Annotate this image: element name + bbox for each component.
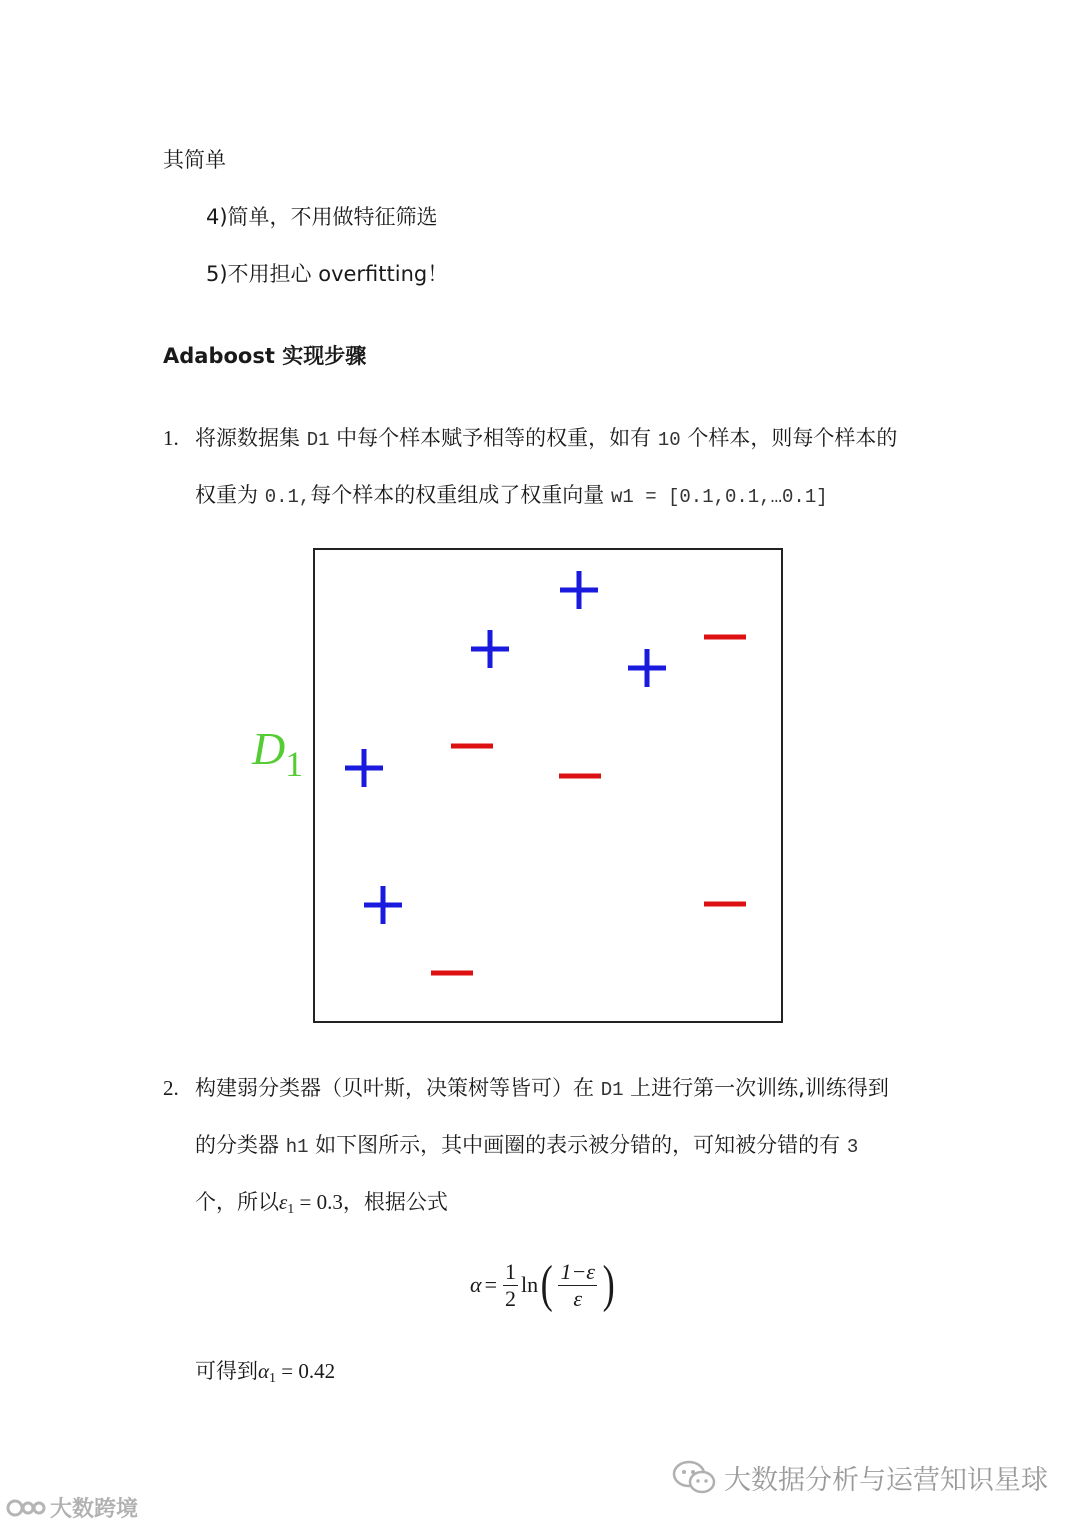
- step2-number: 2.: [163, 1076, 179, 1100]
- step2-b4: 3: [846, 1136, 859, 1158]
- text-line-1: 其简单: [163, 148, 226, 172]
- formula-equals: =: [484, 1272, 497, 1297]
- brand-logo-icon: [6, 1496, 46, 1520]
- formula-alpha: α: [470, 1272, 482, 1297]
- step1-line-2: [195, 480, 828, 512]
- epsilon-expression: [279, 1190, 343, 1217]
- dataset-label-d: D: [252, 723, 286, 774]
- step2-b1: 的分类器: [195, 1133, 286, 1157]
- step1-a3: 中每个样本赋予相等的权重，如有: [329, 426, 658, 450]
- plus-sample: [628, 649, 666, 687]
- wechat-text: 大数据分析与运营知识星球: [724, 1465, 1048, 1496]
- step2-a3: 上进行第一次训练,训练得到: [623, 1076, 889, 1100]
- text-line-2: 4)简单，不用做特征筛选: [206, 205, 438, 229]
- result-line: [195, 1356, 335, 1394]
- formula-lparen: (: [540, 1256, 553, 1313]
- step1-number: 1.: [163, 426, 179, 450]
- step1-a5: 个样本，则每个样本的: [680, 426, 898, 450]
- step1-a4: 10: [657, 429, 681, 451]
- formula-inner-num: 1−ε: [560, 1258, 595, 1284]
- plus-sample: [364, 886, 402, 924]
- step2-a1: 构建弱分类器（贝叶斯，决策树等皆可）在: [195, 1076, 601, 1100]
- epsilon-subscript: 1: [287, 1202, 295, 1217]
- formula-ln: ln: [520, 1272, 539, 1297]
- plus-sample: [471, 630, 509, 668]
- formula-half-den: 2: [504, 1285, 516, 1311]
- epsilon-value: = 0.3: [294, 1190, 343, 1214]
- dataset-label-sub: 1: [285, 744, 304, 784]
- step2-line-2: [195, 1130, 858, 1162]
- epsilon-symbol: ε: [279, 1190, 288, 1214]
- wechat-watermark: [672, 1458, 1048, 1497]
- step2-line-3: [195, 1187, 448, 1225]
- formula-half-num: 1: [504, 1258, 516, 1284]
- alpha-formula: [470, 1252, 617, 1318]
- result-t1: 可得到: [195, 1359, 258, 1383]
- formula-rparen: ): [602, 1256, 615, 1313]
- step2-b3: 如下图所示，其中画圈的表示被分错的，可知被分错的有: [308, 1133, 847, 1157]
- step2-c5: ，根据公式: [342, 1190, 448, 1214]
- formula-half: [503, 1259, 518, 1312]
- sample-plot: [315, 550, 781, 1021]
- step1-b4: w1 = [0.1,0.1,…0.1]: [610, 486, 828, 508]
- step2-line-1: [163, 1073, 889, 1105]
- alpha-subscript: 1: [269, 1371, 277, 1386]
- formula-inner-fraction: [558, 1259, 597, 1312]
- sample-figure: [313, 548, 783, 1023]
- brand-watermark: [6, 1492, 138, 1523]
- step1-b3: 每个样本的权重组成了权重向量: [310, 483, 611, 507]
- step1-b1: 权重为: [195, 483, 265, 507]
- formula-inner-den: ε: [573, 1285, 583, 1311]
- step1-a2: D1: [306, 429, 330, 451]
- step1-b2: 0.1,: [264, 486, 311, 508]
- brand-text: 大数跨境: [50, 1497, 139, 1522]
- plus-sample: [345, 749, 383, 787]
- plus-sample: [560, 571, 598, 609]
- dataset-label: [252, 722, 303, 785]
- alpha-symbol: α: [258, 1359, 270, 1383]
- step2-b2: h1: [285, 1136, 309, 1158]
- step1-a1: 将源数据集: [195, 426, 307, 450]
- step1-line-1: [163, 423, 897, 455]
- alpha-expression: [258, 1359, 336, 1386]
- text-line-3: 5)不用担心 overfitting！: [206, 262, 449, 286]
- section-heading: Adaboost 实现步骤: [163, 344, 367, 368]
- alpha-value: = 0.42: [276, 1359, 336, 1383]
- wechat-icon: [672, 1460, 716, 1496]
- step2-a2: D1: [600, 1079, 624, 1101]
- step2-c1: 个，所以: [195, 1190, 279, 1214]
